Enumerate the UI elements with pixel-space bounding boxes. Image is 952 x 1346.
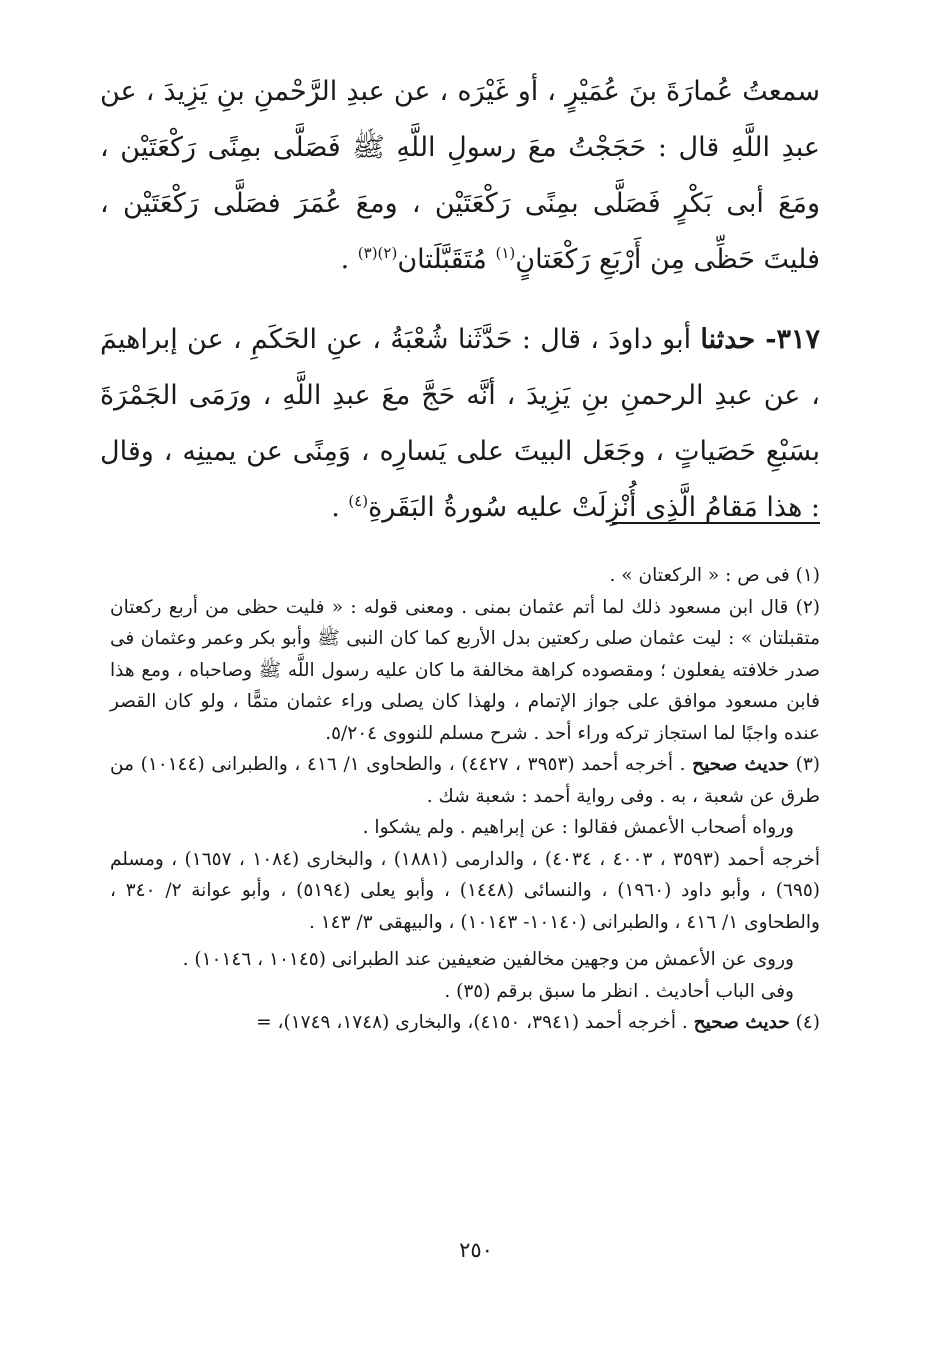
footnote-number: (٤) <box>795 1012 820 1033</box>
footnote-3-alt-chain: وروى عن الأعمش من وجهين مخالفين ضعيفين عند الطبرانى (١٠١٤٥ ، ١٠١٤٦) . <box>182 949 794 970</box>
footnote-separator <box>612 522 820 524</box>
footnote-ref: (٤) <box>348 492 369 510</box>
paragraph-continued <box>100 64 820 288</box>
footnote-3-continued: ورواه أصحاب الأعمش فقالوا : عن إبراهيم . ولم يشكوا . <box>362 817 794 838</box>
paragraph-end: . <box>340 244 358 275</box>
footnote-text: . أخرجه أحمد (٣٩٤١، ٤١٥٠)، والبخارى (١٧٤٨، ١٧٤٩)، = <box>256 1012 694 1033</box>
footnotes <box>110 560 820 1039</box>
paragraph-text: أبو داودَ ، قال : حَدَّثَنا شُعْبَةُ ، عنِ الحَكَمِ ، عن إبراهيمَ ، عن عبدِ الرحمنِ بنِ يَزِيدَ ، أنَّه حَجَّ معَ عبدِ اللَّهِ ، ورَمَى الجَمْرَةَ بسَبْعِ حَصَياتٍ ، وجَعَل البيتَ على يَسارِه ، وَمِنًى عن يمينِه ، وقال : هذا مَقامُ الَّذِى أُنْزِلَتْ عليه سُورةُ البَقَرةِ <box>100 324 820 523</box>
hadith-paragraph <box>100 312 820 536</box>
paragraph-end: . <box>331 492 349 523</box>
paragraph-text: مُتَقَبَّلَتان <box>397 244 496 275</box>
footnote-1: (١) فى ص : « الركعتان » . <box>609 565 820 586</box>
footnote-3 <box>110 749 820 812</box>
footnote-3-see-also: وفى الباب أحاديث . انظر ما سبق برقم (٣٥) . <box>444 980 794 1002</box>
footnote-ref: (٢)(٣) <box>357 244 398 262</box>
paragraph-text: سمعتُ عُمارَةَ بنَ عُمَيْرٍ ، أو غَيْرَه ، عن عبدِ الرَّحْمنِ بنِ يَزِيدَ ، عن عبدِ اللَّهِ قال : حَجَجْتُ معَ رسولِ اللَّهِ ﷺ فَصَلَّى بمِنًى رَكْعَتَيْن ، ومَعَ أبى بَكْرٍ فَصَلَّى بمِنًى رَكْعَتَيْن ، ومعَ عُمَرَ فصَلَّى رَكْعَتَيْن ، فليتَ حَظِّى مِن أَرْبَعِ رَكْعَتانٍ <box>100 76 820 275</box>
footnote-4 <box>110 1007 820 1039</box>
footnote-2: (٢) قال ابن مسعود ذلك لما أتم عثمان بمنى . ومعنى قوله : « فليت حظى من أربع ركعتان متقبلتان » : ليت عثمان صلى ركعتين بدل الأربع كما كان النبى ﷺ وأبو بكر وعمر وعثمان فى صدر خلافته يفعلون ؛ ومقصوده كراهة مخالفة ما كان عليه رسول اللَّه ﷺ وصاحباه ، ومع هذا فابن مسعود موافق على جواز الإتمام ، ولهذا كان يصلى وراء عثمان متمًّا ، ولو كان القصر عنده واجبًا لما استجاز تركه وراء أحد . شرح مسلم للنووى ٥/٢٠٤. <box>110 596 820 744</box>
footnote-ref: (١) <box>495 244 516 262</box>
main-text <box>100 64 820 536</box>
footnote-3-sources: أخرجه أحمد (٣٥٩٣ ، ٤٠٠٣ ، ٤٠٣٤) ، والدارمى (١٨٨١) ، والبخارى (١٠٨٤ ، ١٦٥٧) ، ومسلم (٦٩٥) ، وأبو داود (١٩٦٠) ، والنسائى (١٤٤٨) ، وأبو يعلى (٥١٩٤) ، وأبو عوانة ٢/ ٣٤٠ ، والطحاوى ١/ ٤١٦ ، والطبرانى (١٠١٤٠- ١٠١٤٣) ، والبيهقى ٣/ ١٤٣ . <box>110 848 821 933</box>
footnote-text: . أخرجه أحمد (٣٩٥٣ ، ٤٤٢٧) ، والطحاوى ١/ ٤١٦ ، والطبرانى (١٠١٤٤) من طرق عن شعبة ، به . وفى رواية أحمد : شعبة شك . <box>110 754 820 807</box>
hadith-number: ٣١٧ <box>776 324 820 355</box>
page-number: ٢٥٠ <box>459 1238 493 1262</box>
hadith-grade: حديث صحيح <box>693 1012 790 1033</box>
hadith-lead: - حدثنا <box>700 324 777 355</box>
footnote-number: (٣) <box>795 754 821 775</box>
hadith-grade: حديث صحيح <box>692 754 789 775</box>
